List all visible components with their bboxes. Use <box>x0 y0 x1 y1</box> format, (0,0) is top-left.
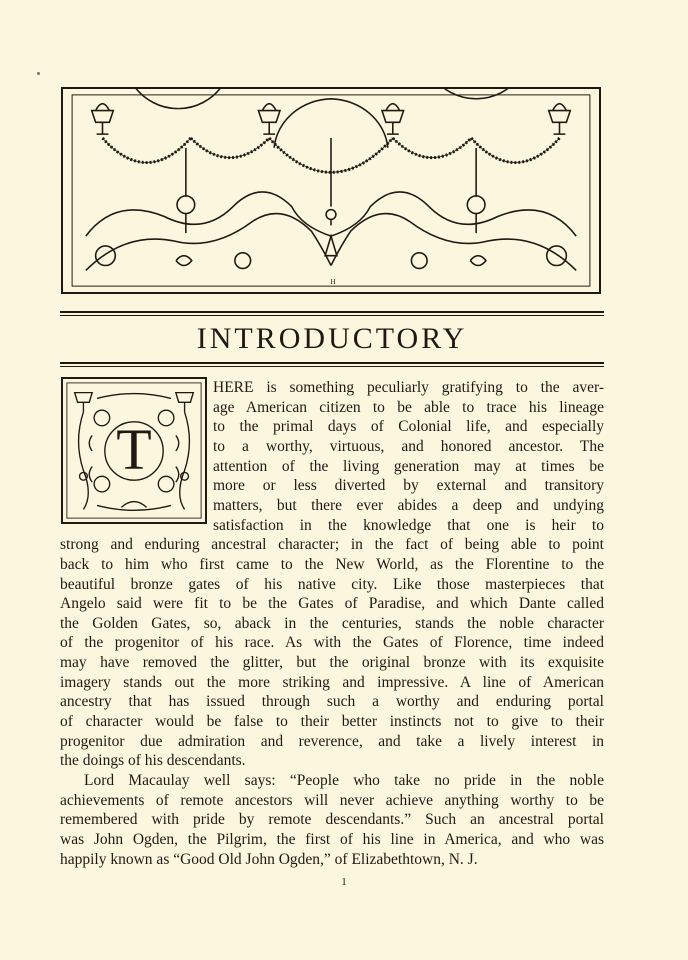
artist-mark: H <box>330 278 336 286</box>
paper-speck <box>37 72 40 75</box>
text-line: to a worthy, virtuous, and honored ancestor. The <box>213 437 604 455</box>
text-line: more or less diverted by external and transitory <box>213 477 604 495</box>
text-line: progenitor due admiration and reverence, and take a lively interest in <box>60 732 604 750</box>
text-line: HERE is something peculiarly gratifying to the aver- <box>213 379 604 396</box>
text-line: to the primal days of Colonial life, and especially <box>213 418 604 436</box>
page-title: INTRODUCTORY <box>196 322 468 355</box>
text-line: Lord Macaulay well says: “People who take no pride in the noble <box>84 772 604 789</box>
text-line: age American citizen to be able to trace his lineage <box>213 398 604 416</box>
text-line: may have removed the glitter, but the original bronze with its exquisite <box>60 654 604 672</box>
text-line: was John Ogden, the Pilgrim, the first of his line in America, and who was <box>60 830 604 848</box>
text-line: back to him who first came to the New World, as the Florentine to the <box>60 555 604 573</box>
text-line: remembered with pride by remote descendants.” Such an ancestral portal <box>60 811 604 829</box>
title-rule-top <box>60 311 604 316</box>
text-line: strong and enduring ancestral character; in the fact of being able to point <box>60 536 604 554</box>
text-line: ancestry that has issued through such a worthy and enduring portal <box>60 693 604 711</box>
text-line: the Golden Gates, so, aback in the centuries, stands the noble character <box>60 614 604 632</box>
text-line: attention of the living generation may at times be <box>213 457 604 475</box>
text-line: the doings of his descendants. <box>60 752 246 770</box>
ornamental-headpiece <box>61 87 601 294</box>
ornamental-drop-cap <box>61 377 207 524</box>
drop-cap-letter: T <box>116 416 152 482</box>
text-line: of the progenitor of his race. As with the Gates of Florence, time indeed <box>60 634 604 652</box>
page-number: 1 <box>341 876 347 888</box>
text-line: of character would be false to their better instincts not to give to their <box>60 713 604 731</box>
text-line: achievements of remote ancestors will never achieve anything worthy to be <box>60 791 604 809</box>
text-line: satisfaction in the knowledge that one is heir to <box>213 516 604 534</box>
title-rule-bottom <box>60 362 604 367</box>
text-line: matters, but there ever abides a deep and undying <box>213 496 604 514</box>
text-line: imagery stands out the more striking and impressive. A line of American <box>60 673 604 691</box>
text-line: beautiful bronze gates of his native city. Like those masterpieces that <box>60 575 604 593</box>
text-line: happily known as “Good Old John Ogden,” of Elizabethtown, N. J. <box>60 850 478 868</box>
text-line: Angelo said were fit to be the Gates of Paradise, and which Dante called <box>60 595 604 613</box>
